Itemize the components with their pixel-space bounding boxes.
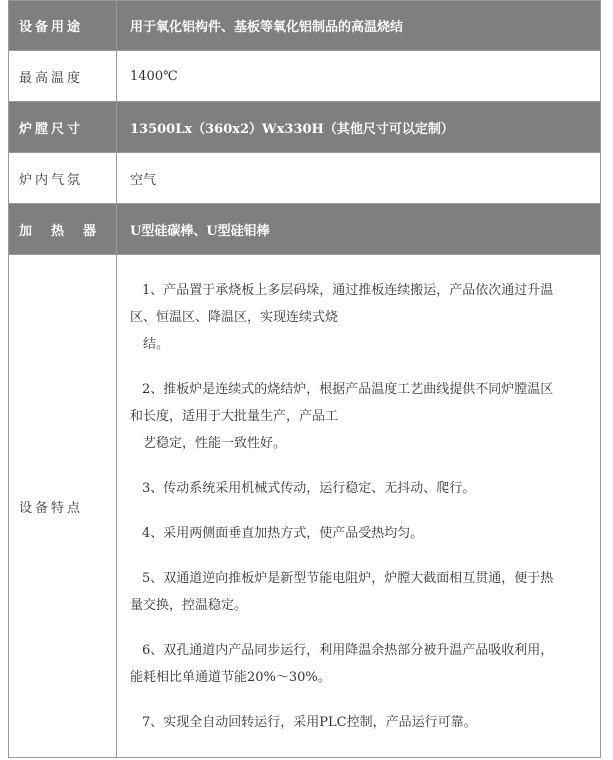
feature-line: 量交换，控温稳定。: [130, 597, 248, 613]
spec-row-max-temp: [9, 51, 601, 102]
spec-value-chamber-size: 13500Lx（360x2）Wx330H（其他尺寸可以定制）: [117, 102, 601, 153]
feature-line: 7、实现全自动回转运行，采用PLC控制，产品运行可靠。: [142, 714, 477, 730]
spec-label-text: 最高温度: [19, 70, 84, 86]
spec-label-text: 加 热 器: [19, 223, 100, 239]
spec-label-max-temp: [9, 51, 117, 102]
spec-label-heater: [9, 204, 117, 255]
spec-label-purpose: [9, 1, 117, 51]
feature-line: 5、双通道逆向推板炉是新型节能电阻炉，炉膛大截面相互贯通，便于热: [142, 570, 554, 586]
feature-item-3: [130, 475, 592, 502]
spec-row-features: [9, 255, 601, 758]
spec-label-text: 炉内气氛: [19, 172, 84, 188]
spec-row-atmosphere: [9, 153, 601, 204]
feature-line: 能耗相比单通道节能20%～30%。: [130, 669, 331, 685]
feature-line: 6、双孔通道内产品同步运行，利用降温余热部分被升温产品吸收利用，: [142, 642, 554, 658]
feature-line: 1、产品置于承烧板上多层码垛，通过推板连续搬运，产品依次通过升温: [142, 282, 554, 298]
feature-line: 3、传动系统采用机械式传动，运行稳定、无抖动、爬行。: [142, 480, 476, 496]
feature-item-2: [130, 376, 592, 457]
feature-item-4: [130, 520, 592, 547]
spec-label-text: 炉膛尺寸: [19, 121, 84, 137]
spec-value-atmosphere: 空气: [117, 153, 601, 204]
spec-table: [8, 0, 601, 758]
spec-row-chamber-size: [9, 102, 601, 153]
feature-line: 4、采用两侧面垂直加热方式，使产品受热均匀。: [142, 525, 424, 541]
feature-item-7: [130, 709, 592, 736]
spec-row-purpose: [9, 1, 601, 51]
spec-label-chamber-size: [9, 102, 117, 153]
spec-value-max-temp: 1400℃: [117, 51, 601, 102]
feature-item-5: [130, 565, 592, 619]
feature-line: 2、推板炉是连续式的烧结炉，根据产品温度工艺曲线提供不同炉膛温区: [142, 381, 554, 397]
spec-row-heater: [9, 204, 601, 255]
spec-label-atmosphere: [9, 153, 117, 204]
feature-line: 艺稳定，性能一致性好。: [143, 435, 287, 451]
spec-value-purpose: 用于氧化铝构件、基板等氧化铝制品的高温烧结: [117, 1, 601, 51]
spec-label-text: 设备用途: [19, 20, 84, 35]
spec-value-heater: U型硅碳棒、U型硅钼棒: [117, 204, 601, 255]
feature-item-6: [130, 637, 592, 691]
feature-line: 和长度，适用于大批量生产，产品工: [130, 408, 339, 424]
spec-label-text: 设备特点: [19, 500, 84, 516]
feature-line: 结。: [143, 336, 170, 352]
feature-line: 区、恒温区、降温区，实现连续式烧: [130, 309, 339, 325]
features-list: [117, 255, 601, 758]
spec-label-features: [9, 255, 117, 758]
feature-item-1: [130, 277, 592, 358]
